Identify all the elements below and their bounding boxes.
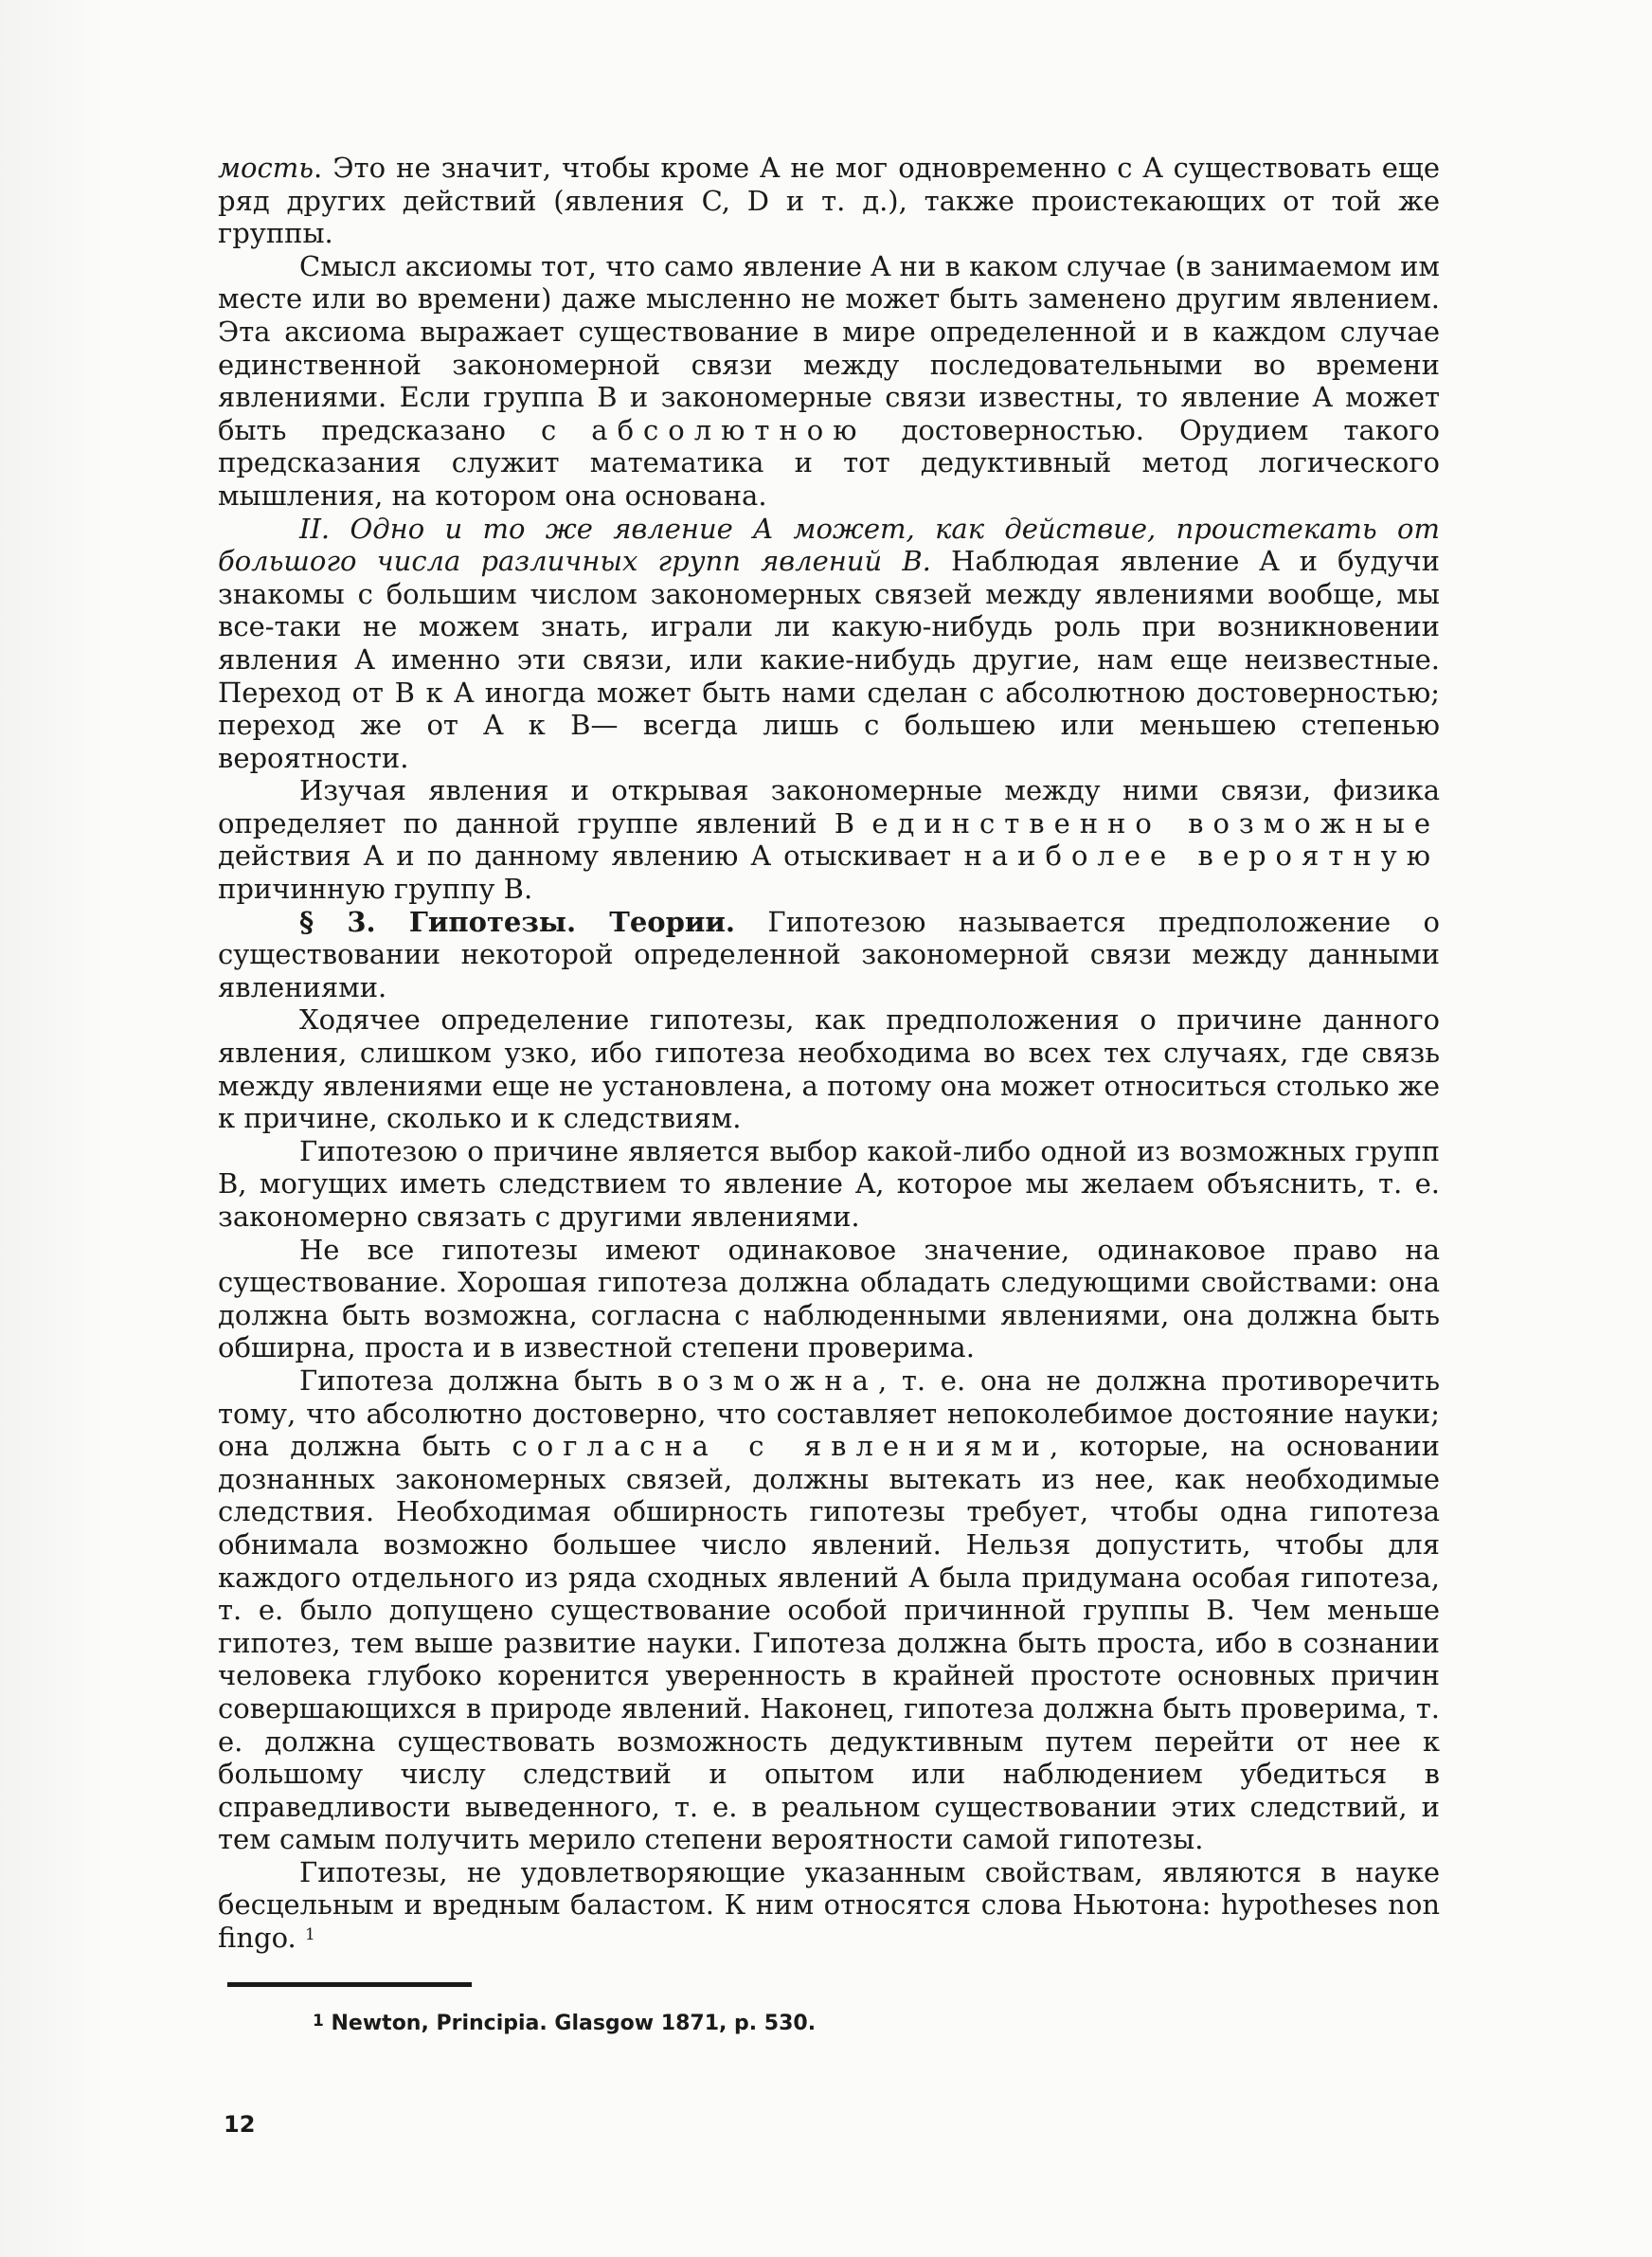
body-text [218, 152, 1440, 1955]
footnote-separator [227, 1982, 472, 1987]
paragraph-4 [218, 774, 1440, 905]
paragraph-9-text-b: , т. е. она не должна противоречить тому, что абсолютно достоверно, что составляет непоколебимое достояние науки; она должна быть [218, 1363, 1440, 1463]
paragraph-10-text: Гипотезы, не удовлетворяющие указанным свойствам, являются в науке бесцельным и вредным баластом. К ним относятся слова Ньютона: hypotheses non fingo. [218, 1855, 1440, 1955]
page-number: 12 [224, 2111, 256, 2138]
section-heading: § 3. Гипотезы. Теории. [299, 905, 736, 938]
paragraph-2 [218, 250, 1440, 513]
paragraph-1-italic: мость [218, 152, 314, 184]
footnote [313, 2011, 816, 2037]
paragraph-4-text-a: Изучая явления и открывая закономерные между ними связи, физика определяет по данной группе явлений B [218, 774, 1440, 840]
paragraph-3 [218, 513, 1440, 775]
paragraph-9 [218, 1364, 1440, 1856]
paragraph-2-text-b: достоверностью. Орудием такого предсказания служит математика и тот дедуктивный метод логического мышления, на котором она основана. [218, 413, 1440, 512]
paragraph-7-text: Гипотезою о причине является выбор какой-либо одной из возможных групп B, могущих иметь следствием то явление A, которое мы желаем объяснить, т. е. закономерно связать с другими явлениями. [218, 1134, 1440, 1233]
paragraph-8-text: Не все гипотезы имеют одинаковое значение, одинаковое право на существование. Хорошая гипотеза должна обладать следующими свойствами: она должна быть возможна, согласна с наблюденными явлениями, она должна быть обширна, проста и в известной степени проверима. [218, 1233, 1440, 1364]
paragraph-2-spaced: абсолютною [591, 413, 867, 446]
paragraph-9-spaced-b: согласна с явлениями [512, 1430, 1050, 1463]
paragraph-4-spaced-a: единственно возможные [871, 806, 1440, 840]
section-heading-paragraph [218, 906, 1440, 1004]
paragraph-2-text-a: Смысл аксиомы тот, что само явление A ни в каком случае (в занимаемом им месте или во времени) даже мысленно не может быть заменено другим явлением. Эта аксиома выражает существование в мире определенной и в каждом случае единственной закономерной связи между последовательными во времени явлениями. Если группа B и закономерные связи известны, то явление A может быть предсказано с [218, 249, 1440, 446]
page-gutter [0, 0, 104, 2257]
footnote-reference: 1 [304, 1925, 315, 1945]
paragraph-4-text-b: действия A и по данному явлению A отыскивает [218, 840, 964, 873]
paragraph-4-text-c: причинную группу B. [218, 873, 533, 906]
paragraph-6-text: Ходячее определение гипотезы, как предположения о причине данного явления, слишком узко, ибо гипотеза необходима во всех тех случаях, где связь между явлениями еще не установлена, а потому она может относиться столько же к причине, сколько и к следствиям. [218, 1003, 1440, 1135]
paragraph-1-text: . Это не значит, чтобы кроме A не мог одновременно с A существовать еще ряд других действий (явления C, D и т. д.), также проистекающих от той же группы. [218, 152, 1440, 250]
paragraph-9-text-c: , которые, на основании дознанных закономерных связей, должны вытекать из нее, как необходимые следствия. Необходимая обширность гипотезы требует, чтобы одна гипотеза обнимала возможно большее число явлений. Нельзя допустить, чтобы для каждого отдельного из ряда сходных явлений A была придумана особая гипотеза, т. е. было допущено существование особой причинной группы B. Чем меньше гипотез, тем выше развитие науки. Гипотеза должна быть проста, ибо в сознании человека глубоко коренится уверенность в крайней простоте основных причин совершающихся в природе явлений. Наконец, гипотеза должна быть проверима, т. е. должна существовать возможность дедуктивным путем перейти от нее к большому числу следствий и опытом или наблюдением убедиться в справедливости выведенного, т. е. в реальном существовании этих следствий, и тем самым получить мерило степени вероятности самой гипотезы. [218, 1430, 1440, 1856]
paragraph-10 [218, 1856, 1440, 1955]
paragraph-8 [218, 1234, 1440, 1364]
paragraph-9-text-a: Гипотеза должна быть [299, 1363, 658, 1397]
paragraph-9-spaced-a: возможна [657, 1363, 878, 1397]
paragraph-3-text: Наблюдая явление A и будучи знакомы с большим числом закономерных связей между явлениями вообще, мы все-таки не можем знать, играли ли какую-нибудь роль при возникновении явления A именно эти связи, или какие-нибудь другие, нам еще неизвестные. Переход от B к A иногда может быть нами сделан с абсолютною достоверностью; переход же от A к B— всегда лишь с большею или меньшею степенью вероятности. [218, 545, 1441, 774]
paragraph-7 [218, 1135, 1440, 1234]
paragraph-1 [218, 152, 1440, 250]
paragraph-3-italic: II. Одно и то же явление A может, как действие, проистекать от большого числа различных групп явлений B. [218, 512, 1440, 578]
footnote-text: Newton, Principia. Glasgow 1871, p. 530. [331, 2012, 817, 2035]
section-heading-text: Гипотезою называется предположение о существовании некоторой определенной закономерной связи между данными явлениями. [218, 905, 1440, 1003]
footnote-mark: 1 [313, 2012, 324, 2031]
paragraph-4-spaced-b: наиболее вероятную [963, 840, 1440, 873]
paragraph-6 [218, 1003, 1440, 1134]
